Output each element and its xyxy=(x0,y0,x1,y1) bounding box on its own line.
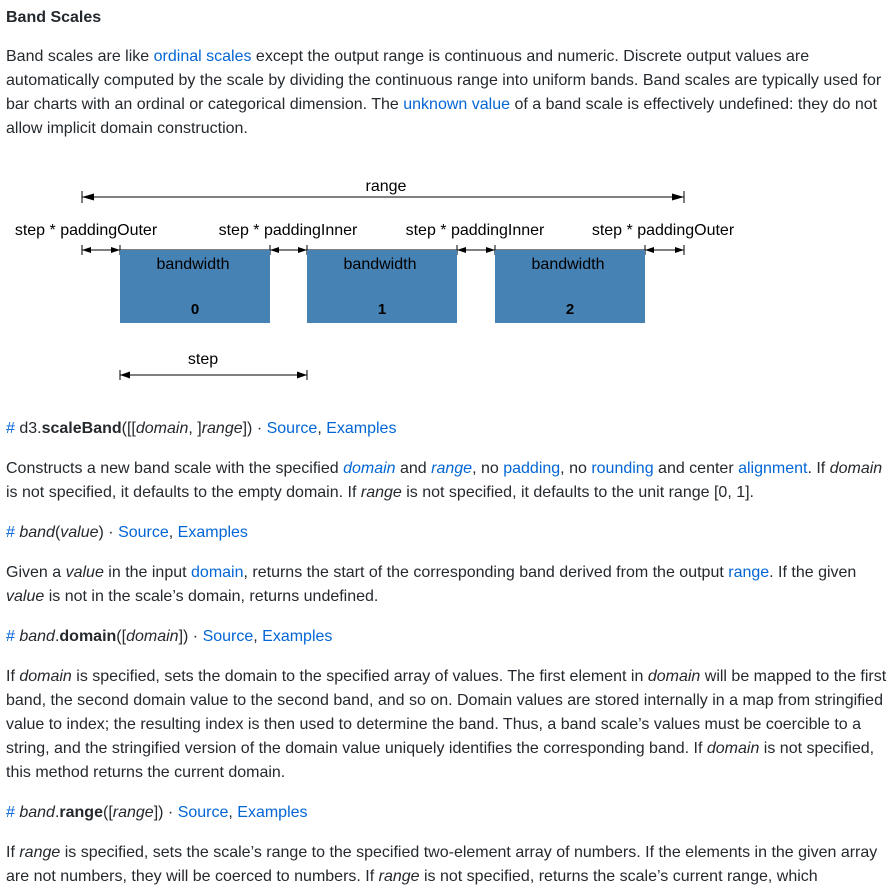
band-label-1: 1 xyxy=(377,301,387,318)
anchor-link[interactable]: # xyxy=(6,628,15,645)
range-link[interactable]: range xyxy=(431,460,473,477)
method-name: scaleBand xyxy=(41,420,122,437)
scaleband-signature: # d3.scaleBand([[domain, ]range]) · Source, Examples xyxy=(6,420,397,437)
range-label: range xyxy=(365,178,407,195)
examples-link[interactable]: Examples xyxy=(326,420,397,437)
section-heading: Band Scales xyxy=(6,9,102,26)
anchor-link[interactable]: # xyxy=(6,420,15,437)
band-description: Given a value in the input domain, returns the start of the corresponding band derived from the output range. If the given value is not in the scale’s domain, returns undefined. xyxy=(6,564,857,605)
band-domain-signature: # band.domain([domain]) · Source, Examples xyxy=(6,628,333,645)
band-scale-diagram xyxy=(6,170,766,385)
padding-inner-1-label: step * paddingInner xyxy=(218,222,358,239)
bandwidth-label: bandwidth xyxy=(343,256,417,273)
domain-link[interactable]: domain xyxy=(343,460,396,477)
anchor-link[interactable]: # xyxy=(6,804,15,821)
examples-link[interactable]: Examples xyxy=(177,524,248,541)
band-range-signature: # band.range([range]) · Source, Examples xyxy=(6,804,308,821)
rounding-link[interactable]: rounding xyxy=(591,460,654,477)
intro-paragraph xyxy=(6,45,890,141)
source-link[interactable]: Source xyxy=(266,420,318,437)
band-label-2: 2 xyxy=(565,301,575,318)
anchor-link[interactable]: # xyxy=(6,524,15,541)
intro-text: of a band scale is effectively undefined: they do not allow implicit domain construction. xyxy=(6,96,878,137)
range-link[interactable]: range xyxy=(728,564,770,581)
intro-text: except the output range is continuous and numeric. Discrete output values are automatically computed by the scale by dividing the continuous range into uniform bands. Band scales are typically used for bar charts with an ordinal or categorical dimension. The xyxy=(6,48,882,113)
unknown-value-link[interactable]: unknown value xyxy=(403,96,510,113)
padding-outer-right-label: step * paddingOuter xyxy=(591,222,735,239)
band-domain-description: If domain is specified, sets the domain to the specified array of values. The first element in domain will be mapped to the first band, the second domain value to the second band, and so on. Domain values are stored internally in a map from stringified value to index; the resulting index is then used to determine the band. Thus, a band scale’s values must be coercible to a string, and the stringified version of the domain value uniquely identifies the corresponding band. If domain is not specified, this method returns the current domain. xyxy=(6,668,887,781)
padding-outer-left-label: step * paddingOuter xyxy=(14,222,158,239)
alignment-link[interactable]: alignment xyxy=(738,460,808,477)
source-link[interactable]: Source xyxy=(118,524,169,541)
padding-inner-2-label: step * paddingInner xyxy=(405,222,545,239)
step-label: step xyxy=(187,351,219,368)
bandwidth-label: bandwidth xyxy=(156,256,230,273)
examples-link[interactable]: Examples xyxy=(237,804,308,821)
domain-link[interactable]: domain xyxy=(191,564,244,581)
scaleband-description: Constructs a new band scale with the specified domain and range, no padding, no rounding and center alignment. If domain is not specified, it defaults to the empty domain. If range is not specified, it defaults to the unit range [0, 1]. xyxy=(6,460,883,501)
intro-text: Band scales are like xyxy=(6,48,154,65)
source-link[interactable]: Source xyxy=(177,804,229,821)
source-link[interactable]: Source xyxy=(202,628,254,645)
band-label-0: 0 xyxy=(190,301,200,318)
examples-link[interactable]: Examples xyxy=(262,628,333,645)
range-arrow-left xyxy=(82,194,94,201)
band-range-description: If range is specified, sets the scale’s range to the specified two-element array of numbers. If the elements in the given array are not numbers, they will be coerced to numbers. If range is not specified, returns the scale’s current range, which xyxy=(6,844,878,885)
padding-link[interactable]: padding xyxy=(503,460,561,477)
ordinal-scales-link[interactable]: ordinal scales xyxy=(153,48,252,65)
band-signature: # band(value) · Source, Examples xyxy=(6,524,248,541)
range-arrow-right xyxy=(672,194,684,201)
bandwidth-label: bandwidth xyxy=(531,256,605,273)
